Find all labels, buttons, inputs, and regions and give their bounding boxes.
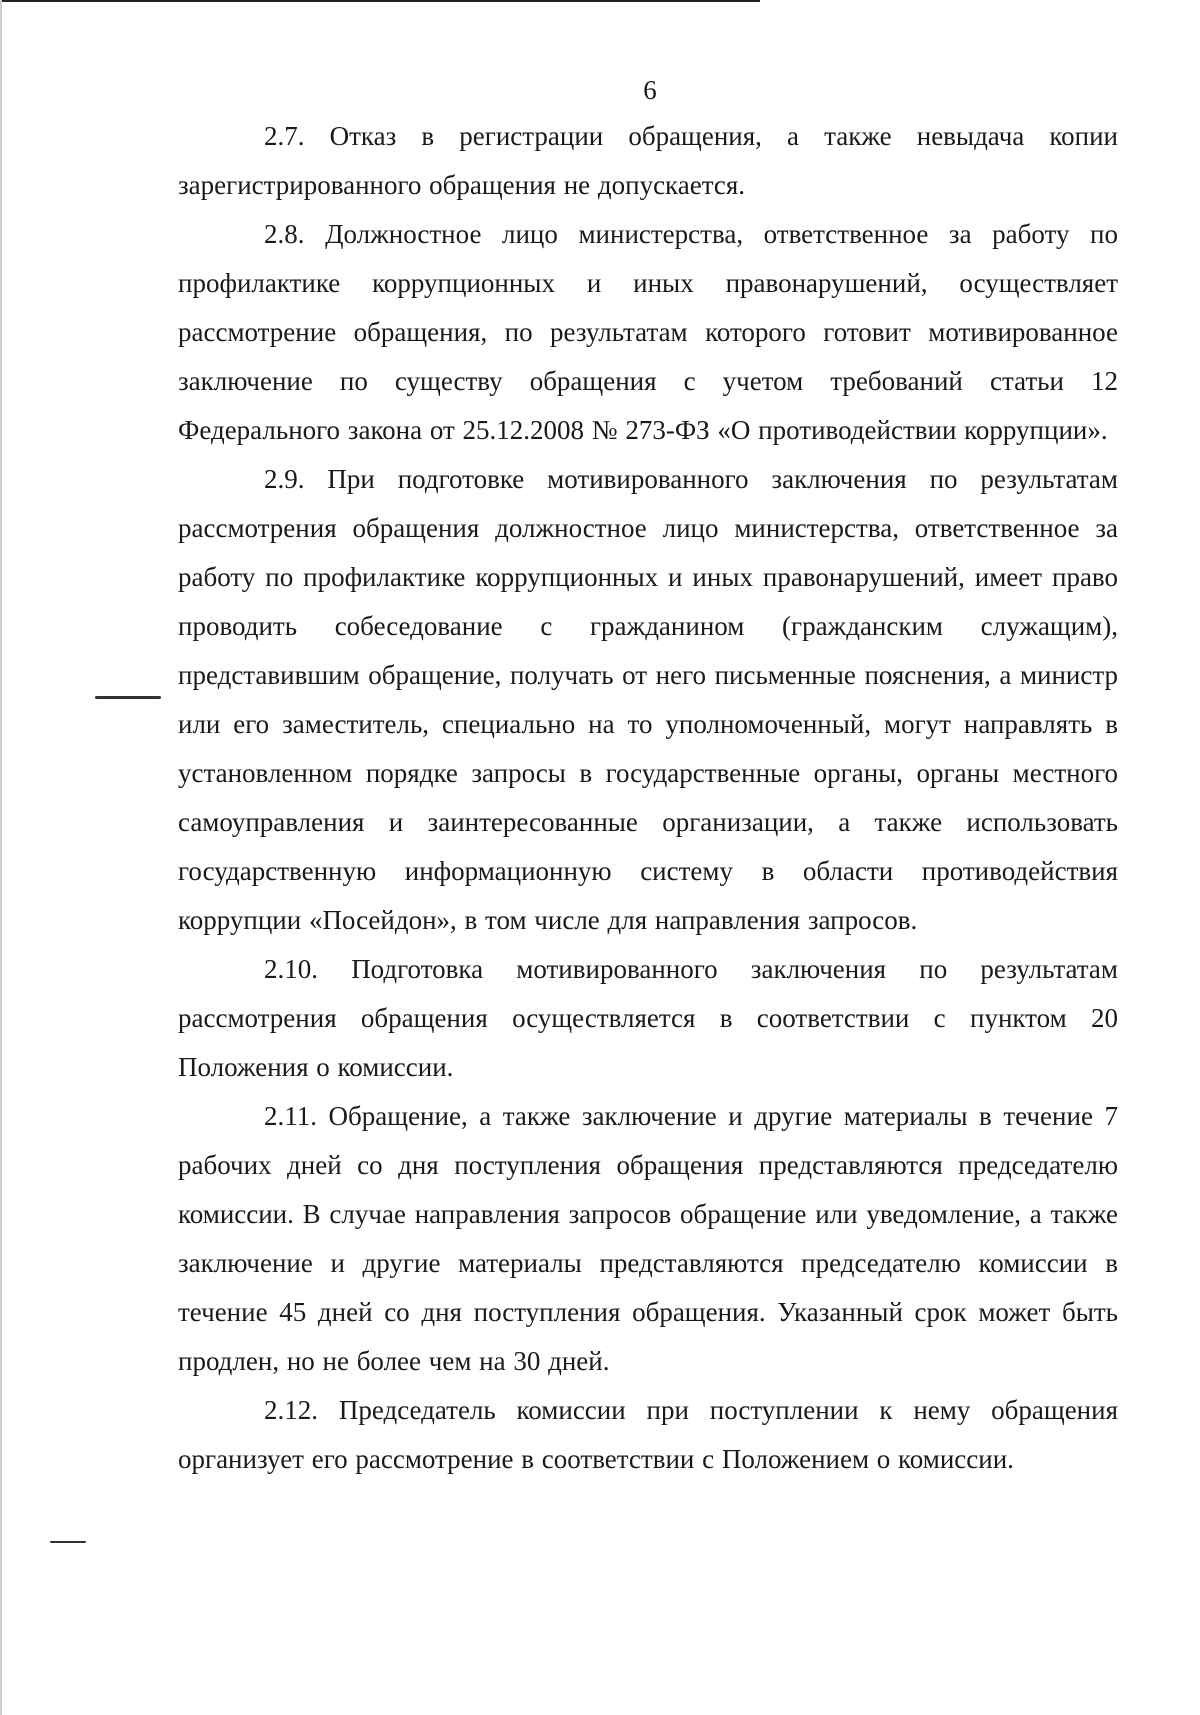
page-number: 6 bbox=[643, 75, 657, 105]
scan-left-border bbox=[0, 0, 2, 1715]
paragraph-2-7: 2.7. Отказ в регистрации обращения, а также невыдача копии зарегистрированного обращения не допускается. bbox=[178, 121, 1118, 200]
scan-artifact-mark bbox=[95, 696, 161, 699]
paragraph-2-10: 2.10. Подготовка мотивированного заключения по результатам рассмотрения обращения осуществляется в соответствии с пунктом 20 Положения о комиссии. bbox=[178, 954, 1118, 1082]
paragraph-2-9: 2.9. При подготовке мотивированного заключения по результатам рассмотрения обращения должностное лицо министерства, ответственное за работу по профилактике коррупционных и иных правонарушений, имеет право проводить собеседование с гражданином (гражданским служащим), представившим обращение, получать от него письменные пояснения, а министр или его заместитель, специально на то уполномоченный, могут направлять в установленном порядке запросы в государственные органы, органы местного самоуправления и заинтересованные организации, а также использовать государственную информационную систему в области противодействия коррупции «Посейдон», в том числе для направления запросов. bbox=[178, 464, 1118, 935]
paragraph-2-12: 2.12. Председатель комиссии при поступлении к нему обращения организует его рассмотрение в соответствии с Положением о комиссии. bbox=[178, 1395, 1118, 1474]
scan-top-border bbox=[0, 0, 760, 2]
paragraph-2-8: 2.8. Должностное лицо министерства, ответственное за работу по профилактике коррупционных и иных правонарушений, осуществляет рассмотрение обращения, по результатам которого готовит мотивированное заключение по существу обращения с учетом требований статьи 12 Федерального закона от 25.12.2008 № 273-ФЗ «О противодействии коррупции». bbox=[178, 219, 1118, 445]
paragraph-2-11: 2.11. Обращение, а также заключение и другие материалы в течение 7 рабочих дней со дня поступления обращения представляются председателю комиссии. В случае направления запросов обращение или уведомление, а также заключение и другие материалы представляются председателю комиссии в течение 45 дней со дня поступления обращения. Указанный срок может быть продлен, но не более чем на 30 дней. bbox=[178, 1101, 1118, 1376]
document-body bbox=[178, 112, 1118, 1484]
scan-artifact-mark bbox=[50, 1541, 86, 1543]
